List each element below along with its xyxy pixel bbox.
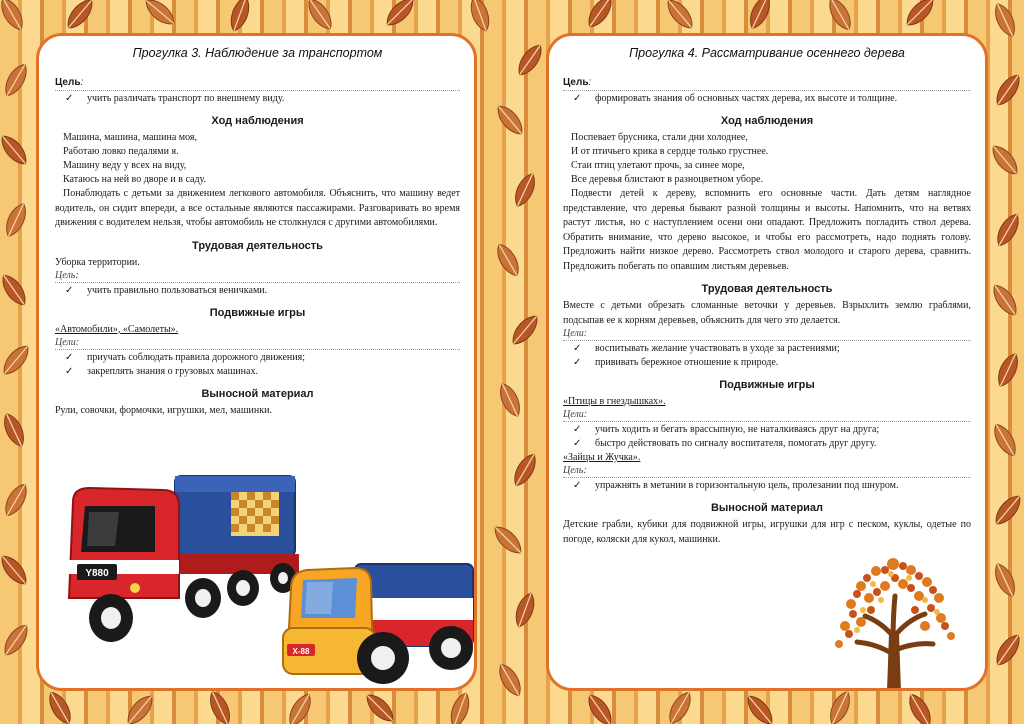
- check-icon: ✓: [65, 365, 74, 377]
- labor-goal-label: Цель:: [55, 269, 79, 281]
- game1-goal-item: ✓ учить ходить и бегать врассыпную, не наталкиваясь друг на друга;: [573, 424, 880, 435]
- labor-goal-label: Цели:: [563, 328, 588, 339]
- game1-title: «Птицы в гнездышках».: [563, 396, 666, 407]
- material-heading: Выносной материал: [710, 502, 824, 514]
- goal-label: Цель:: [563, 77, 592, 88]
- divider: [55, 282, 460, 283]
- labor-goal-item: ✓ воспитывать желание участвовать в уходе за растениями;: [573, 343, 840, 354]
- panel-walk-3: [36, 33, 477, 691]
- check-icon: ✓: [573, 480, 582, 491]
- divider: [55, 90, 460, 91]
- panel-walk-4: [546, 33, 988, 691]
- material-text: Детские грабли, кубики для подвижной игры, игрушки для игр с песком, куклы, одетые по погоде, коляски для кукол, машинки.: [563, 519, 971, 545]
- poem: Машина, машина, машина моя, Работаю ловко педалями я. Машину веду у всех на виду, Катаюсь на ней во дворе и в саду.: [63, 132, 207, 185]
- truck-plate: Y880: [85, 568, 109, 579]
- game1-goal-label: Цели:: [563, 409, 588, 420]
- labor-goal-item: ✓ учить правильно пользоваться веничками.: [65, 284, 268, 296]
- tree-icon: [821, 526, 971, 691]
- games-goal-item: ✓ закреплять знания о грузовых машинах.: [65, 365, 258, 377]
- check-icon: ✓: [573, 357, 582, 368]
- game2-title: «Зайцы и Жучка».: [563, 452, 641, 463]
- check-icon: ✓: [65, 284, 74, 296]
- divider: [55, 349, 460, 350]
- observation-text: Подвести детей к дереву, вспомнить его основные части. Дать детям наглядное представление, что деревья бывают разной толщины и высоты. Напомнить, что на ветвях растут листья, но с наступлением осени они опадают. Предложить погладить ствол дерева. Обратить внимание, что дерево высокое, и чтобы его рассмотреть, надо поднять голову. Предложить найти низкое дерево. Рассмотреть ствол молодого и старого дерева, сравнить. Предложить побегать по опавшим листьям деревьев.: [563, 188, 971, 272]
- goal-item: ✓ учить различать транспорт по внешнему виду.: [65, 93, 285, 104]
- divider: [563, 90, 971, 91]
- check-icon: ✓: [573, 424, 582, 435]
- goal-label: Цель:: [55, 77, 84, 88]
- walk-3-content: [55, 46, 460, 418]
- material-heading: Выносной материал: [201, 387, 314, 400]
- divider: [563, 340, 971, 341]
- truck-plate-small: X-88: [292, 647, 310, 656]
- material-text: Рули, совочки, формочки, игрушки, мел, машинки.: [55, 404, 272, 416]
- games-goal-label: Цели:: [55, 336, 80, 348]
- walk-3-title: Прогулка 3. Наблюдение за транспортом: [132, 46, 383, 60]
- divider: [563, 421, 971, 422]
- labor-heading: Трудовая деятельность: [701, 283, 833, 295]
- observation-text: Понаблюдать с детьми за движением легкового автомобиля. Объяснить, что машину ведет водитель, он сидит впереди, а все остальные являются пассажирами. Разговаривать во время движения с водителем нельзя, чтобы автомобиль не столкнулся с другими автомобилями.: [55, 188, 460, 228]
- games-heading: Подвижные игры: [719, 379, 815, 391]
- labor-text: Уборка территории.: [55, 256, 140, 268]
- check-icon: ✓: [573, 93, 582, 104]
- walk-4-content: [563, 46, 971, 547]
- check-icon: ✓: [65, 351, 74, 363]
- poem: Поспевает брусника, стали дни холоднее, И от птичьего крика в сердце только грустнее. Стаи птиц улетают прочь, за синее море, Все деревья блистают в разноцветном уборе.: [571, 132, 769, 185]
- check-icon: ✓: [573, 343, 582, 354]
- game2-goal-item: ✓ упражнять в метании в горизонтальную цель, пролезании под шнуром.: [573, 480, 899, 491]
- games-goal-item: ✓ приучать соблюдать правила дорожного движения;: [65, 351, 305, 363]
- observation-heading: Ход наблюдения: [211, 115, 304, 127]
- game1-goal-item: ✓ быстро действовать по сигналу воспитателя, помогать друг другу.: [573, 438, 877, 449]
- games-heading: Подвижные игры: [209, 306, 306, 319]
- yellow-truck: [283, 564, 473, 684]
- observation-heading: Ход наблюдения: [720, 115, 814, 127]
- labor-text: Вместе с детьми обрезать сломанные веточки у деревьев. Взрыхлить землю граблями, подсыпав ее к корням деревьев, объяснить для чего это делается.: [563, 300, 971, 326]
- labor-goal-item: ✓ прививать бережное отношение к природе.: [573, 357, 779, 368]
- games-title: «Автомобили», «Самолеты».: [55, 323, 179, 335]
- labor-heading: Трудовая деятельность: [192, 239, 323, 252]
- check-icon: ✓: [65, 93, 74, 104]
- walk-4-title: Прогулка 4. Рассматривание осеннего дерева: [629, 46, 905, 60]
- game2-goal-label: Цель:: [563, 465, 587, 476]
- truck-icon: [55, 468, 475, 688]
- check-icon: ✓: [573, 438, 582, 449]
- goal-item: ✓ формировать знания об основных частях дерева, их высоте и толщине.: [573, 93, 898, 104]
- red-truck: [69, 476, 299, 642]
- divider: [563, 477, 971, 478]
